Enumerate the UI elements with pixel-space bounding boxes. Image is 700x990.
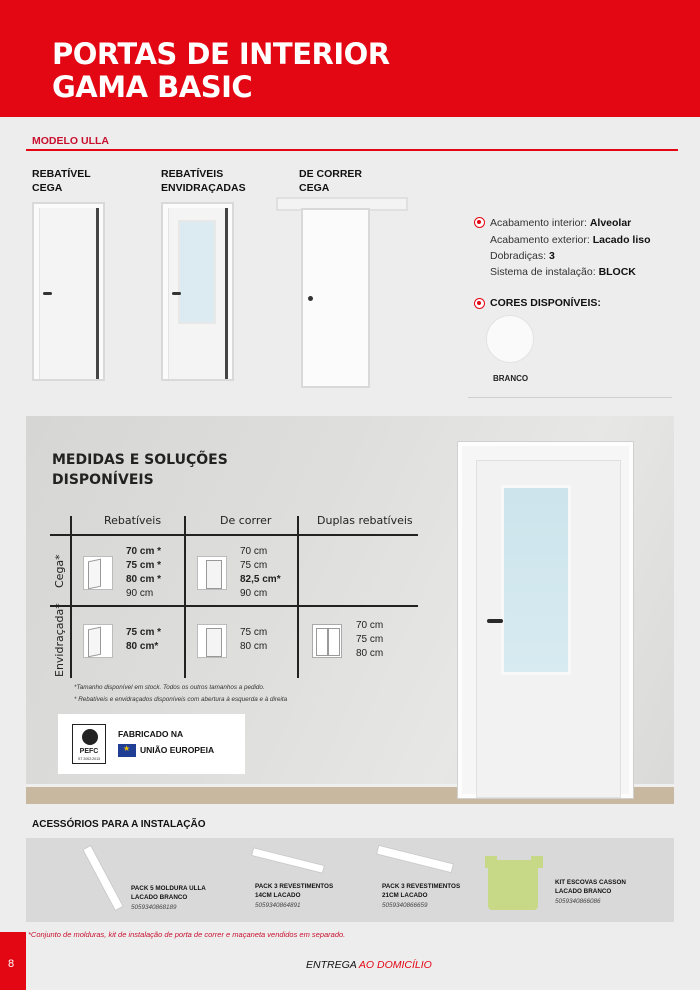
spec-value: BLOCK [598, 266, 636, 278]
accessory-line1: PACK 3 REVESTIMENTOS [255, 883, 334, 890]
door-title-correr [299, 167, 362, 195]
pefc-subtext: ST 2002:2013 [78, 757, 100, 761]
page-title-line1: PORTAS DE INTERIOR [52, 37, 390, 71]
door-edge [225, 208, 228, 379]
lining-14-image [251, 847, 325, 874]
door-handle [43, 292, 52, 295]
size-value: 80 cm * [126, 574, 162, 585]
divider [468, 397, 672, 398]
door-glass [178, 220, 216, 324]
tree-icon [82, 729, 98, 745]
door-image-correr [301, 208, 370, 388]
door-photo-leaf [476, 460, 621, 798]
moulding-image [82, 845, 124, 912]
accessories-title: ACESSÓRIOS PARA A INSTALAÇÃO [32, 819, 206, 830]
door-title-line1: REBATÍVEIS [161, 168, 224, 180]
pefc-text: PEFC [79, 748, 99, 755]
accessory-code: 5059340864891 [255, 902, 301, 909]
accessory-line1: KIT ESCOVAS CASSON [555, 879, 626, 886]
size-value: 75 cm [240, 560, 268, 571]
row-label-cega: Cega* [53, 554, 66, 588]
door-title-line1: DE CORRER [299, 168, 363, 180]
spec-install [490, 266, 636, 278]
measures-panel [26, 416, 674, 804]
size-value: 70 cm * [126, 546, 162, 557]
model-divider [26, 149, 678, 151]
col-header-correr: De correr [220, 514, 272, 527]
accessory-line2: 21CM LACADO [382, 891, 428, 899]
bullet-icon [474, 298, 485, 309]
brush-kit-piece [485, 856, 497, 868]
spec-label: Acabamento interior: [490, 217, 590, 229]
size-value: 90 cm [240, 588, 268, 599]
size-value: 80 cm [356, 648, 384, 659]
size-value: 82,5 cm* [240, 574, 281, 585]
door-handle [172, 292, 181, 295]
table-line-top [50, 534, 418, 536]
door-edge [96, 208, 99, 379]
spec-label: Dobradiças: [490, 250, 549, 262]
stock-note: *Tamanho disponível em stock. Todos os outros tamanhos a pedido. [74, 684, 265, 691]
accessory-line2: 14CM LACADO [255, 891, 301, 899]
table-line-middle [50, 605, 418, 607]
col-header-duplas: Duplas rebatíveis [317, 514, 413, 527]
door-title-line2: CEGA [32, 182, 63, 194]
swing-door-icon [83, 556, 113, 590]
col-header-rebativeis: Rebatíveis [104, 514, 162, 527]
accessory-code: 5059340866659 [382, 902, 428, 909]
spec-value: Lacado liso [592, 234, 651, 246]
table-col-divider [297, 516, 299, 678]
made-in-line2: UNIÃO EUROPEIA [140, 745, 215, 755]
door-title-line2: ENVIDRAÇADAS [161, 182, 246, 194]
delivery-text-highlight: AO DOMICÍLIO [358, 959, 432, 971]
delivery-text: ENTREGA [306, 959, 359, 971]
glass-swing-door-icon [83, 624, 113, 658]
lining-21-image [376, 845, 454, 874]
door-image-envidracada [161, 202, 234, 381]
table-col-divider [184, 516, 186, 678]
spec-label: Sistema de instalação: [490, 266, 599, 278]
size-value: 75 cm [240, 627, 268, 638]
measures-title-line1: MEDIDAS E SOLUÇÕES [52, 452, 228, 468]
accessory-line2: LACADO BRANCO [555, 887, 612, 895]
bullet-icon [474, 217, 485, 228]
page-number: 8 [8, 958, 15, 970]
spec-value: 3 [548, 250, 555, 262]
cell-envid-rebativeis [126, 626, 161, 654]
brush-kit-piece [531, 856, 543, 868]
spec-exterior [490, 234, 650, 246]
size-value: 80 cm* [126, 641, 159, 652]
door-photo-glass [501, 485, 571, 675]
measures-title [52, 450, 228, 490]
size-value: 75 cm * [126, 560, 162, 571]
page-title-line2: GAMA BASIC [52, 70, 253, 104]
row-label-envidracada: Envidraçada* [53, 603, 66, 677]
spec-hinges [490, 250, 555, 262]
size-value: 70 cm [240, 546, 268, 557]
made-in-line1: FABRICADO NA [118, 729, 184, 739]
color-swatch-white [486, 315, 534, 363]
color-swatch-label: BRANCO [493, 374, 529, 383]
footnote: *Conjunto de molduras, kit de instalação de porta de correr e maçaneta vendidos em separado. [28, 930, 346, 939]
door-title-rebativel [32, 167, 91, 195]
door-title-line1: REBATÍVEL [32, 168, 91, 180]
size-value: 75 cm [356, 634, 384, 645]
header-banner [0, 0, 700, 117]
opening-note: * Rebatíveis e envidraçados disponíveis com abertura à esquerda e à direita [74, 696, 288, 703]
spec-interior [490, 217, 631, 229]
accessory-line2: LACADO BRANCO [131, 893, 188, 901]
size-value: 75 cm * [126, 627, 162, 638]
accessory-line1: PACK 5 MOLDURA ULLA [131, 885, 206, 892]
accessory-name [382, 883, 460, 900]
door-photo-handle [487, 619, 503, 623]
accessory-name [131, 885, 206, 902]
cell-envid-duplas [356, 619, 383, 661]
cell-cega-correr [240, 545, 281, 601]
eu-flag-icon [118, 744, 136, 757]
accessories-panel [26, 838, 674, 922]
sliding-door-icon [197, 556, 227, 590]
size-value: 70 cm [356, 620, 384, 631]
accessory-code: 5059340866086 [555, 898, 601, 905]
door-handle [308, 296, 313, 301]
cell-cega-rebativeis [126, 545, 161, 601]
glass-sliding-door-icon [197, 624, 227, 658]
cell-envid-correr [240, 626, 267, 654]
accessory-line1: PACK 3 REVESTIMENTOS [382, 883, 461, 890]
delivery-banner [306, 959, 432, 971]
size-value: 90 cm [126, 588, 154, 599]
door-photo [458, 442, 633, 798]
model-label: MODELO ULLA [32, 135, 109, 147]
door-image-rebativel [32, 202, 105, 381]
spec-label: Acabamento exterior: [490, 234, 593, 246]
spec-value: Alveolar [589, 217, 632, 229]
door-title-line2: CEGA [299, 182, 330, 194]
table-line-left [70, 516, 72, 678]
door-title-envidracadas [161, 167, 246, 195]
accessory-code: 5059340868189 [131, 904, 177, 911]
pefc-logo [72, 724, 106, 764]
certification-badge [58, 714, 245, 774]
double-door-icon [312, 624, 342, 658]
size-value: 80 cm [240, 641, 268, 652]
accessory-name [555, 879, 626, 896]
measures-title-line2: DISPONÍVEIS [52, 472, 154, 488]
colors-title: CORES DISPONÍVEIS: [490, 297, 601, 309]
accessory-name [255, 883, 333, 900]
